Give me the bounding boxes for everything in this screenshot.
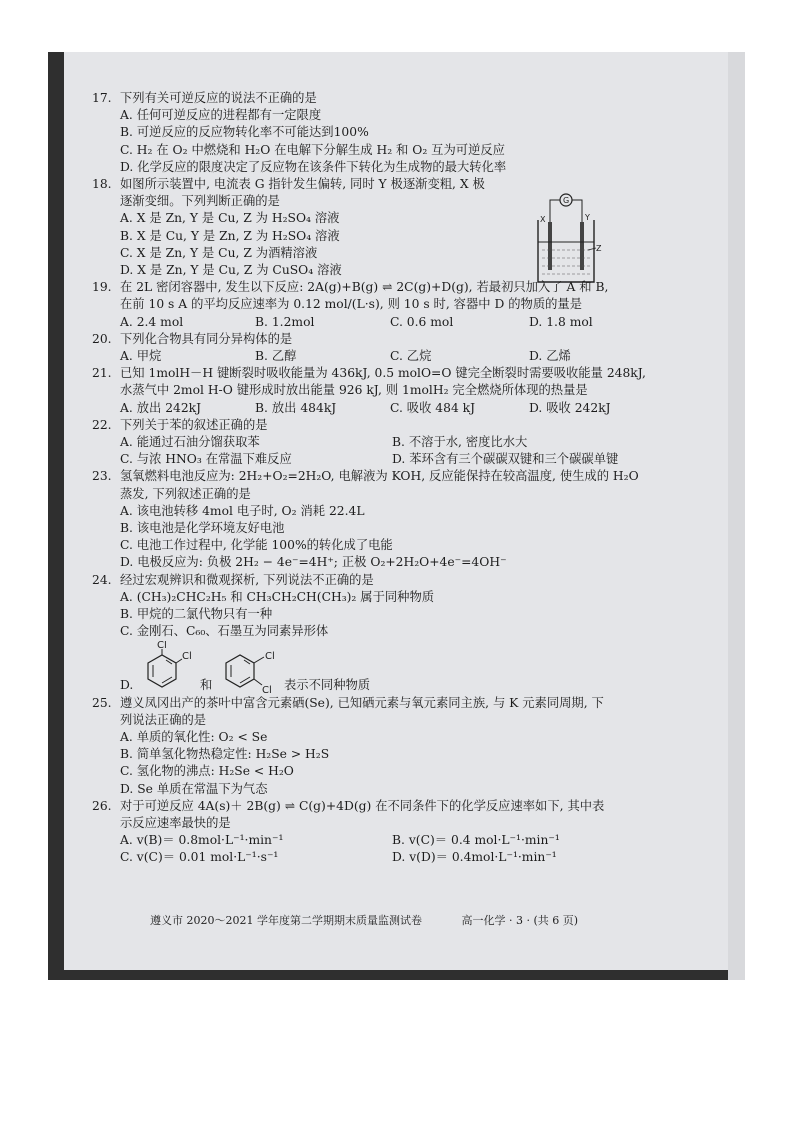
question-stem: 下列关于苯的叙述正确的是 [120, 417, 268, 432]
question-number: 18. [92, 177, 112, 192]
option-c: C. H₂ 在 O₂ 中燃烧和 H₂O 在电解下分解生成 H₂ 和 O₂ 互为可逆反应 [120, 142, 505, 157]
question-stem: 经过宏观辨识和微观探析, 下列说法不正确的是 [120, 572, 374, 587]
option-a: A. X 是 Zn, Y 是 Cu, Z 为 H₂SO₄ 溶液 [120, 211, 340, 226]
options-row [120, 314, 664, 331]
option-a: A. 放出 242kJ [120, 400, 202, 415]
page-number: 高一化学 · 3 · (共 6 页) [461, 914, 579, 927]
option-b: B. 可逆反应的反应物转化率不可能达到100% [120, 125, 369, 140]
option-a: A. 甲烷 [120, 349, 162, 364]
dichlorobenzene-meta-structure [212, 641, 282, 695]
option-c: C. 与浓 HNO₃ 在常温下难反应 [120, 452, 292, 467]
option-b: B. 简单氢化物热稳定性: H₂Se > H₂S [120, 747, 330, 762]
option-d [120, 641, 664, 695]
question-number: 20. [92, 331, 112, 346]
question-stem-cont: 列说法正确的是 [120, 712, 207, 727]
option-d: D. 化学反应的限度决定了反应物在该条件下转化为生成物的最大转化率 [120, 159, 507, 174]
option-d: D. 1.8 mol [528, 314, 593, 329]
chlorine-label: Cl [157, 640, 167, 651]
option-d: D. X 是 Zn, Y 是 Cu, Z 为 CuSO₄ 溶液 [120, 263, 342, 278]
electrode-y [580, 222, 584, 270]
and-label: 和 [200, 677, 213, 692]
electrode-x [548, 222, 552, 270]
question-stem: 下列化合物具有同分异构体的是 [120, 331, 293, 346]
option-a: A. 任何可逆反应的进程都有一定限度 [120, 108, 322, 123]
option-a: A. v(B)＝ 0.8mol·L⁻¹·min⁻¹ [120, 833, 284, 848]
option-a: A. 该电池转移 4mol 电子时, O₂ 消耗 22.4L [120, 503, 365, 518]
question-number: 24. [92, 572, 112, 587]
chlorine-label: Cl [265, 650, 275, 662]
option-b: B. 放出 484kJ [255, 400, 337, 415]
question-25 [64, 695, 664, 798]
option-b: B. v(C)＝ 0.4 mol·L⁻¹·min⁻¹ [392, 833, 560, 848]
options-row [120, 348, 664, 365]
option-b: B. 甲烷的二氯代物只有一种 [120, 607, 273, 622]
option-d: D. 电极反应为: 负极 2H₂ − 4e⁻=4H⁺; 正极 O₂+2H₂O+4e⁻=4OH⁻ [120, 555, 507, 570]
question-stem: 在 2L 密闭容器中, 发生以下反应: 2A(g)+B(g) ⇌ 2C(g)+D(g), 若最初只加入了 A 和 B, [120, 280, 609, 295]
question-stem: 氢氧燃料电池反应为: 2H₂+O₂=2H₂O, 电解液为 KOH, 反应能保持在较高温度, 使生成的 H₂O [120, 469, 639, 484]
beaker [538, 220, 594, 282]
question-stem: 如图所示装置中, 电流表 G 指针发生偏转, 同时 Y 极逐渐变粗, X 极 [120, 177, 485, 192]
option-c: C. 电池工作过程中, 化学能 100%的转化成了电能 [120, 538, 393, 553]
options-row [120, 451, 664, 468]
question-26 [64, 798, 664, 867]
galvanometer-label: G [563, 196, 570, 205]
option-c: C. X 是 Zn, Y 是 Cu, Z 为酒精溶液 [120, 245, 318, 260]
option-d: D. 乙烯 [528, 349, 571, 364]
option-a: A. 能通过石油分馏获取苯 [120, 435, 260, 450]
option-b: B. 1.2mol [255, 314, 315, 329]
question-stem-cont: 蒸发, 下列叙述正确的是 [120, 486, 251, 501]
question-stem: 对于可逆反应 4A(s)＋ 2B(g) ⇌ C(g)+4D(g) 在不同条件下的化学反应速率如下, 其中表 [120, 798, 605, 813]
option-a: A. 2.4 mol [120, 314, 184, 329]
question-23 [64, 468, 664, 571]
option-c: C. v(C)＝ 0.01 mol·L⁻¹·s⁻¹ [120, 850, 279, 865]
option-d: D. 吸收 242kJ [528, 400, 611, 415]
question-number: 25. [92, 695, 112, 710]
option-b: B. 该电池是化学环境友好电池 [120, 521, 285, 536]
question-stem: 下列有关可逆反应的说法不正确的是 [120, 91, 317, 105]
dichlorobenzene-ortho-structure [132, 641, 196, 695]
options-row [120, 849, 664, 866]
question-24 [64, 572, 664, 695]
option-d: D. 苯环含有三个碳碳双键和三个碳碳单键 [392, 452, 619, 467]
question-20 [64, 331, 664, 365]
options-row [120, 434, 664, 451]
question-number: 19. [92, 280, 112, 295]
question-21 [64, 365, 664, 417]
question-number: 23. [92, 469, 112, 484]
question-19 [64, 279, 664, 331]
option-a: A. 单质的氧化性: O₂ < Se [120, 729, 268, 744]
question-stem-cont: 在前 10 s A 的平均反应速率为 0.12 mol/(L·s), 则 10 s 时, 容器中 D 的物质的量是 [120, 297, 583, 312]
question-17 [64, 90, 664, 176]
option-d: D. Se 单质在常温下为气态 [120, 781, 268, 796]
question-22 [64, 417, 664, 469]
option-d: D. v(D)＝ 0.4mol·L⁻¹·min⁻¹ [392, 850, 557, 865]
exam-title: 遵义市 2020～2021 学年度第二学期期末质量监测试卷 [150, 914, 422, 927]
question-number: 21. [92, 366, 112, 381]
question-stem-cont: 示反应速率最快的是 [120, 815, 231, 830]
question-number: 22. [92, 417, 112, 432]
question-number: 17. [92, 91, 112, 105]
option-b: B. 不溶于水, 密度比水大 [392, 435, 528, 450]
option-a: A. (CH₃)₂CHC₂H₅ 和 CH₃CH₂CH(CH₃)₂ 属于同种物质 [120, 589, 435, 604]
question-stem: 遵义凤冈出产的茶叶中富含元素硒(Se), 已知硒元素与氧元素同主族, 与 K 元素同周期, 下 [120, 695, 604, 710]
option-text: 表示不同种物质 [284, 677, 371, 692]
solution-z-label: Z [596, 244, 602, 253]
chlorine-label: Cl [182, 650, 192, 662]
next-page-edge [728, 52, 745, 980]
question-number: 26. [92, 798, 112, 813]
option-c: C. 金刚石、C₆₀、石墨互为同素异形体 [120, 624, 329, 639]
galvanic-cell-diagram [530, 190, 602, 286]
option-b: B. X 是 Cu, Y 是 Zn, Z 为 H₂SO₄ 溶液 [120, 228, 340, 243]
question-stem: 已知 1molH－H 键断裂时吸收能量为 436kJ, 0.5 molO=O 键完全断裂时需要吸收能量 248kJ, [120, 366, 646, 381]
option-c: C. 氢化物的沸点: H₂Se < H₂O [120, 764, 294, 779]
option-b: B. 乙醇 [255, 349, 297, 364]
page-footer [150, 912, 578, 928]
option-c: C. 0.6 mol [390, 314, 454, 329]
question-stem-cont: 水蒸气中 2mol H-O 键形成时放出能量 926 kJ, 则 1molH₂ 完全燃烧所体现的热量是 [120, 383, 588, 398]
option-c: C. 乙烷 [390, 349, 432, 364]
option-c: C. 吸收 484 kJ [390, 400, 476, 415]
question-stem-cont: 逐渐变细。下列判断正确的是 [120, 194, 280, 209]
options-row [120, 832, 664, 849]
electrode-y-label: Y [585, 213, 590, 222]
option-label: D. [120, 677, 134, 692]
electrode-x-label: X [540, 215, 546, 224]
chlorine-label: Cl [262, 684, 272, 695]
options-row [120, 400, 664, 417]
